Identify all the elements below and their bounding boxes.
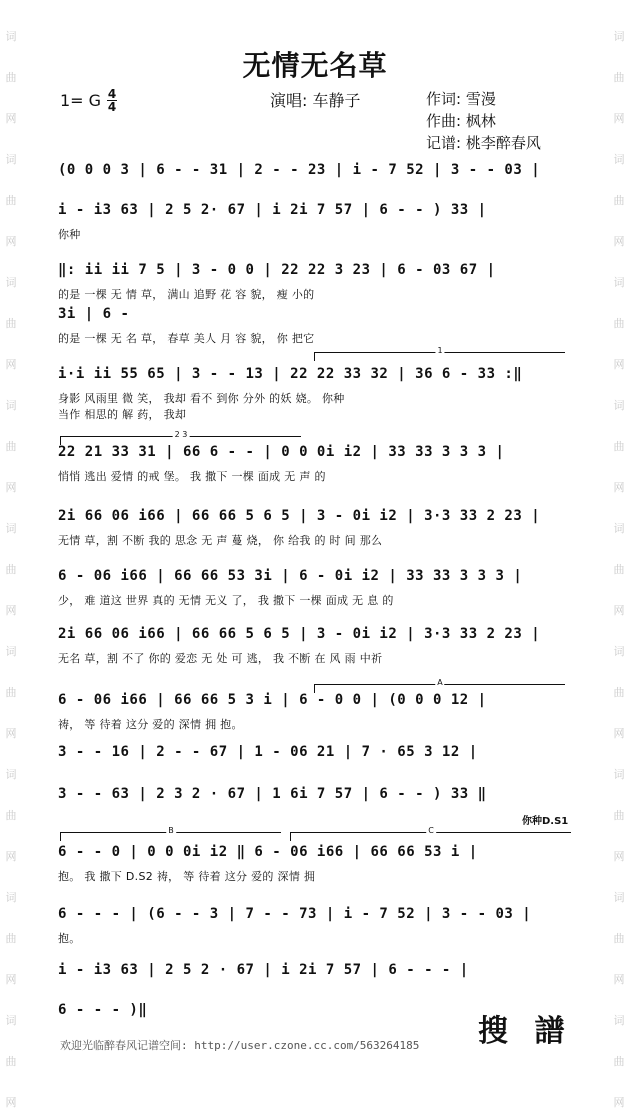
watermark-char: 网 [613,481,625,494]
watermark-char: 词 [613,645,625,658]
section-a-bracket: A [314,684,565,693]
score-notes-row: 6 - 06 i66 | 66 66 53 3i | 6 - 0i i2 | 33 33 3 3 3 | [58,568,523,584]
score-notes-row: (0 0 0 3 | 6 - - 31 | 2 - - 23 | i - 7 52 | 3 - - 03 | [58,162,541,178]
volta-1: 1 [314,352,565,361]
watermark-char: 曲 [613,686,625,699]
watermark-char: 网 [613,850,625,863]
watermark-char: 网 [613,1096,625,1109]
watermark-char: 曲 [5,194,17,207]
section-c-bracket: C [290,832,571,841]
score-notes-row: 22 21 33 31 | 66 6 - - | 0 0 0i i2 | 33 33 3 3 3 | [58,444,505,460]
watermark-char: 曲 [613,71,625,84]
watermark-left [2,30,20,1109]
singer-credit: 演唱: 车静子 [270,91,361,110]
lyric-line: 的是 一棵 无 情 草， 满山 追野 花 容 貌， 瘦 小的 [58,288,315,301]
score-notes-row: 6 - 06 i66 | 66 66 5 3 i | 6 - 0 0 | (0 0 0 12 | [58,692,487,708]
watermark-char: 曲 [5,809,17,822]
watermark-char: 曲 [5,932,17,945]
volta-23: 2 3 [60,436,301,445]
watermark-char: 曲 [5,317,17,330]
score-notes-row: 2i 66 06 i66 | 66 66 5 6 5 | 3 - 0i i2 | 3·3 33 2 23 | [58,626,541,642]
lyric-line: 的是 一棵 无 名 草， 春草 美人 月 容 貌， 你 把它 [58,332,315,345]
watermark-char: 词 [5,768,17,781]
transcriber-credit: 记谱: 桃李醉春风 [426,134,541,152]
watermark-char: 词 [5,1014,17,1027]
lyric-line: 无情 草，割 不断 我的 思念 无 声 蔓 烧， 你 给我 的 时 间 那么 [58,534,383,547]
watermark-char: 网 [613,235,625,248]
lyric-line: 无名 草，割 不了 你的 爱恋 无 处 可 逃， 我 不断 在 风 雨 中祈 [58,652,383,665]
watermark-char: 词 [5,276,17,289]
watermark-char: 词 [5,645,17,658]
score-notes-row: i - i3 63 | 2 5 2· 67 | i 2i 7 57 | 6 - - ) 33 | [58,202,487,218]
watermark-char: 词 [613,153,625,166]
watermark-char: 词 [613,891,625,904]
watermark-char: 网 [5,112,17,125]
watermark-char: 网 [5,850,17,863]
section-b-bracket: B [60,832,281,841]
score-notes-row: i·i ii 55 65 | 3 - - 13 | 22 22 33 32 | 36 6 - 33 :‖ [58,366,523,382]
watermark-char: 词 [613,1014,625,1027]
score-notes-row: 6 - - 0 | 0 0 0i i2 ‖ 6 - 06 i66 | 66 66 53 i | [58,844,478,860]
watermark-char: 词 [5,399,17,412]
watermark-char: 曲 [613,563,625,576]
lyric-line: 悄悄 逃出 爱情 的戒 堡。 我 撒下 一棵 面成 无 声 的 [58,470,326,483]
lyric-line: 身影 风雨里 微 笑， 我却 看不 到你 分外 的妖 娆。 你种 [58,392,345,405]
lyric-line: 抱。 [58,932,81,945]
watermark-char: 词 [613,399,625,412]
lyric-line: 你种 [58,228,81,241]
watermark-char: 词 [5,153,17,166]
lyric-line: 少， 难 道这 世界 真的 无情 无义 了， 我 撒下 一棵 面成 无 息 的 [58,594,394,607]
watermark-char: 词 [613,522,625,535]
watermark-char: 词 [5,891,17,904]
watermark-char: 词 [5,30,17,43]
credits [426,88,541,154]
souPu-logo: 搜 譜 [478,1014,573,1049]
watermark-char: 词 [5,522,17,535]
time-numerator: 4 [107,87,117,101]
ds1-mark: 你种D.S1 [522,816,569,827]
key-label: 1= G [60,91,102,110]
watermark-char: 网 [613,112,625,125]
key-signature [60,88,117,113]
watermark-char: 曲 [613,194,625,207]
score-notes-row: i - i3 63 | 2 5 2 · 67 | i 2i 7 57 | 6 - - - | [58,962,469,978]
watermark-char: 网 [613,604,625,617]
watermark-char: 网 [613,973,625,986]
time-signature [107,88,117,113]
score-notes-row: 3i | 6 - [58,306,130,322]
watermark-char: 曲 [613,932,625,945]
watermark-char: 曲 [613,1055,625,1068]
composer-credit: 作曲: 枫林 [426,112,496,130]
watermark-char: 曲 [613,809,625,822]
watermark-char: 网 [5,358,17,371]
watermark-char: 曲 [5,71,17,84]
watermark-char: 词 [613,768,625,781]
lyric-line: 当作 相思的 解 药， 我却 [58,408,187,421]
watermark-char: 网 [613,358,625,371]
watermark-char: 词 [613,30,625,43]
watermark-right [610,30,628,1109]
score-notes-row: 6 - - - | (6 - - 3 | 7 - - 73 | i - 7 52 | 3 - - 03 | [58,906,532,922]
watermark-char: 网 [5,973,17,986]
watermark-char: 曲 [5,563,17,576]
watermark-char: 曲 [5,1055,17,1068]
watermark-char: 网 [5,481,17,494]
watermark-char: 网 [5,604,17,617]
watermark-char: 曲 [5,686,17,699]
footer-link: 欢迎光临醉春风记谱空间: http://user.czone.cc.com/563264185 [60,1039,420,1052]
lyric-line: 祷， 等 待着 这分 爱的 深情 拥 抱。 [58,718,243,731]
lyricist-credit: 作词: 雪漫 [426,90,496,108]
score-notes-row: 3 - - 63 | 2 3 2 · 67 | 1 6i 7 57 | 6 - - ) 33 ‖ [58,786,487,802]
score-notes-row: 6 - - - )‖ [58,1002,148,1018]
score-notes-row: 3 - - 16 | 2 - - 67 | 1 - 06 21 | 7 · 65 3 12 | [58,744,478,760]
time-denominator: 4 [107,100,117,114]
watermark-char: 网 [5,727,17,740]
score-notes-row: 2i 66 06 i66 | 66 66 5 6 5 | 3 - 0i i2 | 3·3 33 2 23 | [58,508,541,524]
song-title: 无情无名草 [242,49,388,82]
watermark-char: 曲 [613,440,625,453]
watermark-char: 曲 [5,440,17,453]
watermark-char: 词 [613,276,625,289]
watermark-char: 网 [5,235,17,248]
watermark-char: 曲 [613,317,625,330]
watermark-char: 网 [613,727,625,740]
lyric-line: 抱。 我 撒下 D.S2 祷， 等 待着 这分 爱的 深情 拥 [58,870,316,883]
watermark-char: 网 [5,1096,17,1109]
score-notes-row: ‖: ii ii 7 5 | 3 - 0 0 | 22 22 3 23 | 6 - 03 67 | [58,262,496,278]
